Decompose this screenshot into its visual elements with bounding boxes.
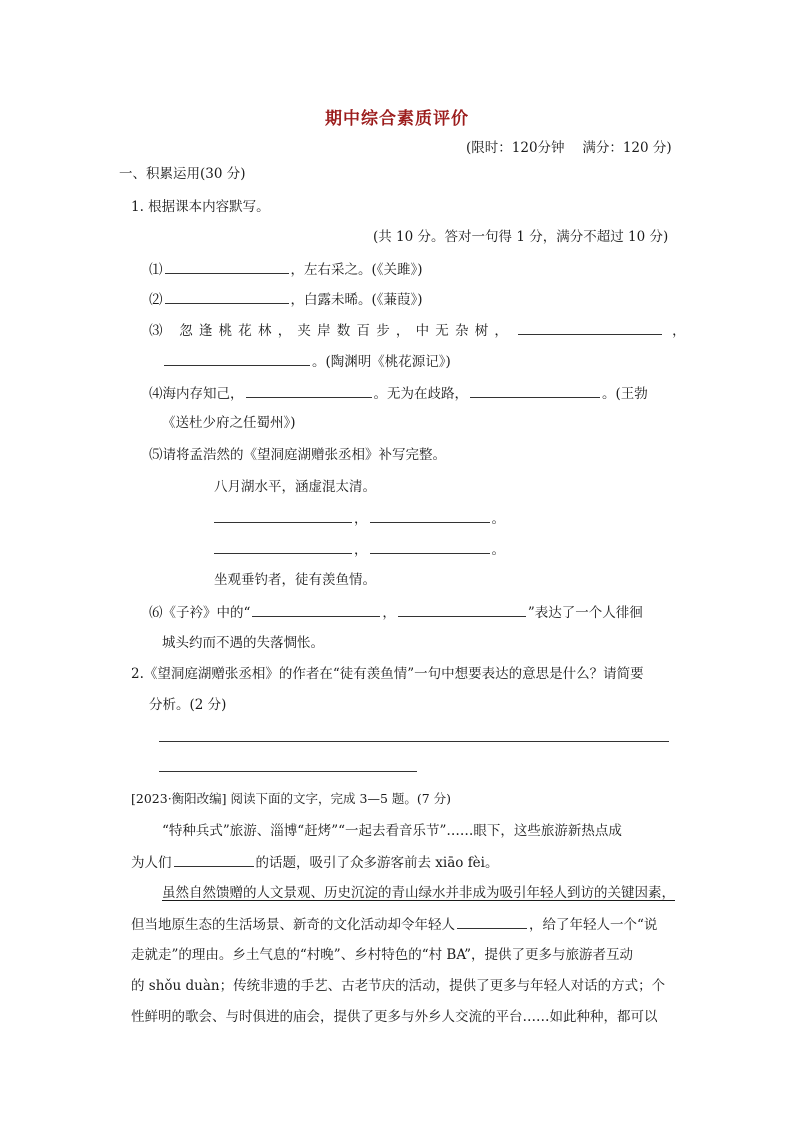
question-1-item-1: ⑴ ，左右采之。(《关雎》) bbox=[149, 259, 423, 280]
answer-blank[interactable] bbox=[457, 914, 527, 929]
answer-blank[interactable] bbox=[246, 383, 372, 398]
reading-intro: [2023·衡阳改编] 阅读下面的文字，完成 3—5 题。(7 分) bbox=[131, 791, 452, 806]
poem-line-2: ， 。 bbox=[214, 508, 505, 529]
answer-blank[interactable] bbox=[398, 602, 526, 617]
poem-line-4: 坐观垂钓者，徒有羡鱼情。 bbox=[214, 572, 376, 588]
passage-line: 但当地原生态的生活场景、新奇的文化活动却令年轻人 ，给了年轻人一个“说 bbox=[131, 914, 657, 935]
answer-blank[interactable] bbox=[174, 852, 254, 867]
question-1-item-3-cont: 。(陶渊明《桃花源记》) bbox=[162, 351, 451, 372]
passage-line: 性鲜明的歌会、与时俱进的庙会，提供了更多与外乡人交流的平台……如此种种，都可以 bbox=[131, 1009, 658, 1025]
question-1-item-6: ⑹《子衿》中的“ ， ”表达了一个人徘徊 bbox=[149, 602, 643, 623]
answer-line[interactable] bbox=[159, 771, 417, 772]
answer-blank[interactable] bbox=[214, 508, 352, 523]
question-1-item-4-cont: 《送杜少府之任蜀州》) bbox=[162, 415, 296, 431]
passage-line: 走就走”的理由。乡土气息的“村晚”、乡村特色的“村 BA”，提供了更多与旅游者互动 bbox=[131, 947, 633, 963]
question-1-score: (共 10 分。答对一句得 1 分，满分不超过 10 分) bbox=[373, 229, 669, 245]
question-2-stem: 2.《望洞庭湖赠张丞相》的作者在“徒有羡鱼情”一句中想要表达的意思是什么？请简要 bbox=[131, 666, 644, 682]
answer-blank[interactable] bbox=[165, 259, 289, 274]
answer-blank[interactable] bbox=[370, 508, 490, 523]
answer-blank[interactable] bbox=[214, 539, 352, 554]
answer-blank[interactable] bbox=[470, 383, 600, 398]
underlined-sentence: 虽然自然馈赠的人文景观、历史沉淀的青山绿水并非成为吸引年轻人到访的关键因素， bbox=[162, 885, 675, 901]
passage-line: 的 shǒu duàn；传统非遗的手艺、古老节庆的活动，提供了更多与年轻人对话的方式；个 bbox=[131, 978, 666, 994]
answer-blank[interactable] bbox=[252, 602, 380, 617]
question-1-item-3: ⑶ 忽逢桃花林，夹岸数百步，中无杂树， ， bbox=[149, 320, 686, 341]
question-2-stem-cont: 分析。(2 分) bbox=[149, 697, 227, 713]
question-1-item-2: ⑵ ，白露未晞。(《蒹葭》) bbox=[149, 289, 423, 310]
passage-line: 为人们 的话题，吸引了众多游客前去 xiāo fèi。 bbox=[131, 852, 499, 873]
question-1-item-5: ⑸请将孟浩然的《望洞庭湖赠张丞相》补写完整。 bbox=[149, 447, 446, 463]
poem-line-1: 八月湖水平，涵虚混太清。 bbox=[214, 479, 376, 495]
question-1-item-6-cont: 城头约而不遇的失落惆怅。 bbox=[162, 635, 324, 651]
answer-line[interactable] bbox=[159, 741, 669, 742]
answer-blank[interactable] bbox=[165, 289, 289, 304]
section-heading: 一、积累运用(30 分) bbox=[119, 166, 246, 182]
question-1-item-4: ⑷海内存知己， 。无为在歧路， 。(王勃 bbox=[149, 383, 648, 404]
passage-line: “特种兵式”旅游、淄博“赶烤”“一起去看音乐节”……眼下，这些旅游新热点成 bbox=[162, 823, 622, 839]
answer-blank[interactable] bbox=[370, 539, 490, 554]
answer-blank[interactable] bbox=[164, 351, 310, 366]
poem-line-3: ， 。 bbox=[214, 539, 505, 560]
page-title: 期中综合素质评价 bbox=[325, 109, 469, 129]
question-1-stem: 1. 根据课本内容默写。 bbox=[131, 199, 270, 215]
time-score-info: (限时：120分钟 满分：120 分) bbox=[466, 140, 672, 156]
answer-blank[interactable] bbox=[518, 320, 662, 335]
